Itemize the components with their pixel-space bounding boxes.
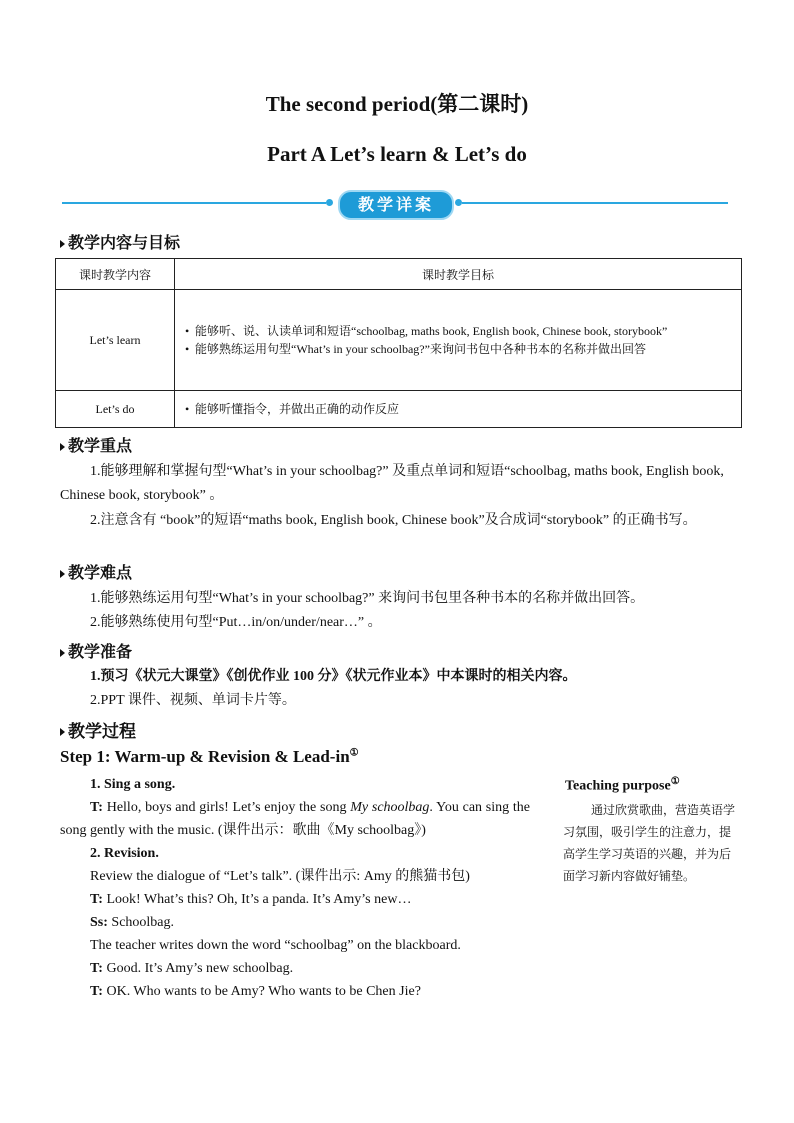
teacher-line: T: Good. It’s Amy’s new schoolbag. — [90, 961, 294, 976]
triangle-marker-icon — [60, 443, 65, 451]
teaching-purpose-heading: Teaching purpose① — [565, 776, 680, 794]
section-difficulties: 教学难点 — [60, 560, 132, 583]
key-point-2: 2.注意含有 “book”的短语“maths book, English book, Chinese book”及合成词“storybook” 的正确书写。 — [90, 513, 697, 528]
page-subtitle: Part A Let’s learn & Let’s do — [267, 142, 527, 166]
review-line: Review the dialogue of “Let’s talk”. (课件出示: Amy 的熊猫书包) — [90, 869, 470, 884]
triangle-marker-icon — [60, 728, 65, 736]
sing-heading: 1. Sing a song. — [90, 777, 176, 792]
revision-heading: 2. Revision. — [90, 846, 159, 861]
preparation-2: 2.PPT 课件、视频、单词卡片等。 — [90, 693, 296, 708]
table-header-content: 课时教学内容 — [56, 259, 175, 290]
teacher-line: T: Look! What’s this? Oh, It’s a panda. It’s Amy’s new… — [90, 892, 412, 907]
students-line: Ss: Schoolbag. — [90, 915, 175, 930]
instruction-line: The teacher writes down the word “schoolbag” on the blackboard. — [90, 938, 461, 953]
table-cell-lets-do: Let’s do — [56, 391, 175, 428]
footnote-marker: ① — [349, 747, 359, 759]
table-row — [56, 290, 742, 391]
teacher-line: T: OK. Who wants to be Amy? Who wants to be Chen Jie? — [90, 984, 421, 999]
bullet-icon: • — [185, 324, 190, 338]
difficulty-2: 2.能够熟练使用句型“Put…in/on/under/near…” 。 — [90, 615, 382, 630]
goal-item: • 能够听、说、认读单词和短语“schoolbag, maths book, English book, Chinese book, storybook” — [185, 324, 668, 338]
goals-table — [55, 258, 742, 428]
difficulty-1: 1.能够熟练运用句型“What’s in your schoolbag?” 来询问书包里各种书本的名称并做出回答。 — [90, 591, 645, 606]
table-cell-goals — [175, 391, 742, 428]
table-header-row — [56, 259, 742, 290]
bullet-icon: • — [185, 342, 190, 356]
table-cell-goals — [175, 290, 742, 391]
triangle-marker-icon — [60, 649, 65, 657]
triangle-marker-icon — [60, 240, 65, 248]
teaching-purpose-body: 通过欣赏歌曲，营造英语学习氛围，吸引学生的注意力，提高学生学习英语的兴趣，并为后面学习新内容做好铺垫。 — [563, 803, 736, 883]
page-title: The second period(第二课时) — [265, 92, 529, 116]
table-header-goals: 课时教学目标 — [175, 259, 742, 290]
table-cell-lets-learn: Let’s learn — [56, 290, 175, 391]
banner-line-left — [62, 202, 326, 204]
preparation-1: 1.预习《状元大课堂》《创优作业 100 分》《状元作业本》中本课时的相关内容。 — [90, 669, 577, 684]
banner-line-right — [462, 202, 728, 204]
song-title: My schoolbag — [350, 800, 430, 815]
footnote-marker: ① — [670, 776, 680, 787]
step1-body — [60, 773, 530, 1003]
step1-title: Step 1: Warm-up & Revision & Lead-in① — [60, 747, 359, 766]
banner-badge: 教学详案 — [338, 190, 454, 220]
section-preparation: 教学准备 — [60, 639, 132, 662]
section-key-points: 教学重点 — [60, 433, 132, 456]
goal-item: • 能够听懂指令，并做出正确的动作反应 — [185, 402, 400, 416]
key-point-1: 1.能够理解和掌握句型“What’s in your schoolbag?” 及重点单词和短语“schoolbag, maths book, English book, Chinese book, storybook” 。 — [60, 464, 724, 503]
bullet-icon: • — [185, 402, 190, 416]
banner-dot-right — [455, 199, 462, 206]
banner-dot-left — [326, 199, 333, 206]
section-process: 教学过程 — [60, 717, 136, 742]
section-content-goals: 教学内容与目标 — [60, 230, 180, 253]
teacher-line: T: Hello, boys and girls! Let’s enjoy the song My schoolbag. You can sing the song gently with the music. (课件出示：歌曲《My schoolbag》) — [60, 800, 530, 838]
goal-item: • 能够熟练运用句型“What’s in your schoolbag?”来询问书包中各种书本的名称并做出回答 — [185, 342, 646, 356]
table-row — [56, 391, 742, 428]
triangle-marker-icon — [60, 570, 65, 578]
